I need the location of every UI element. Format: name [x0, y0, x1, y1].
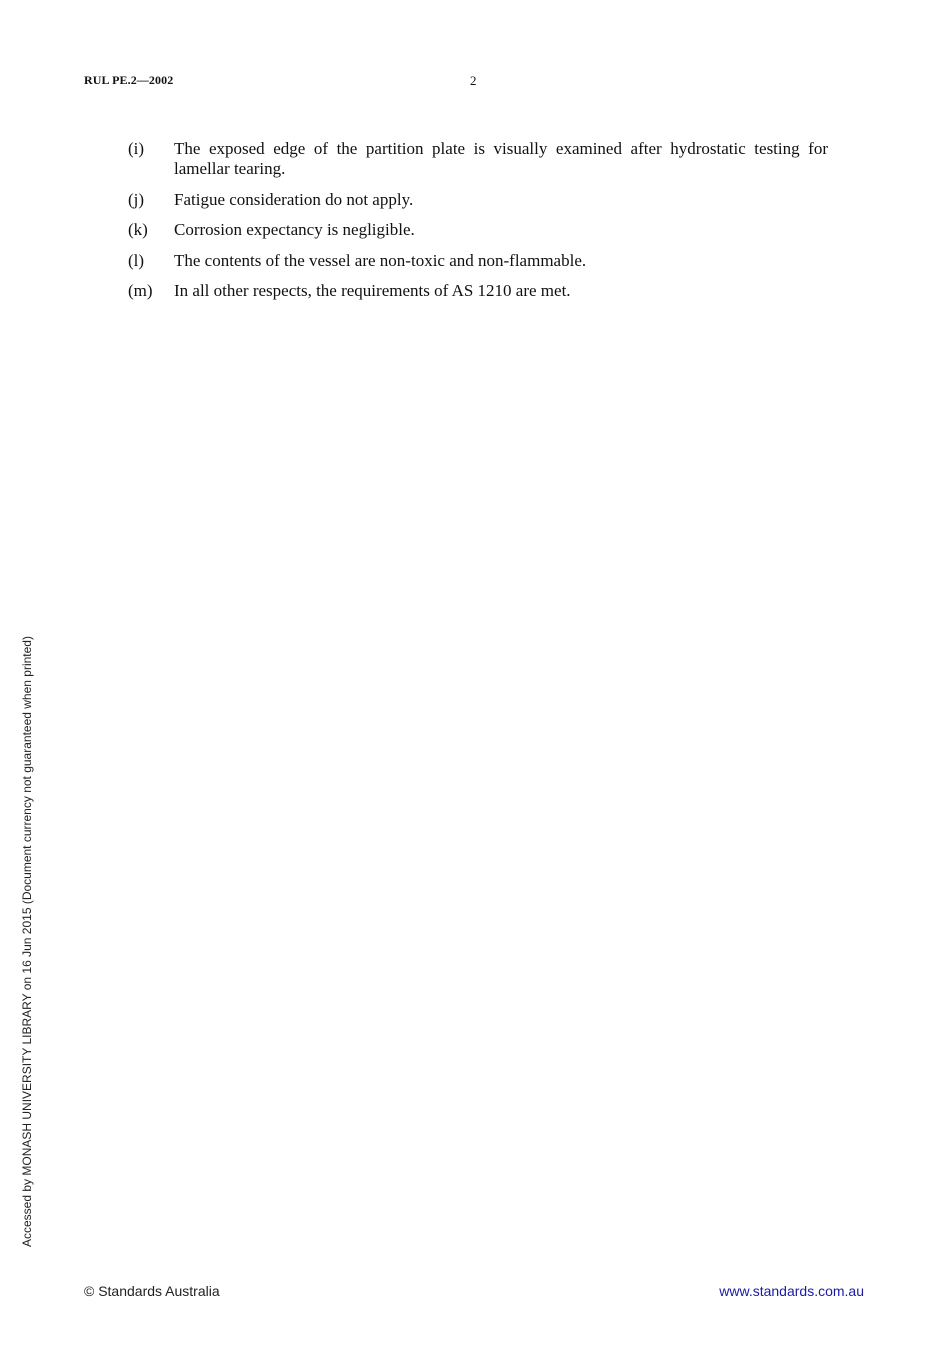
list-item-text: Fatigue consideration do not apply.	[174, 189, 414, 209]
list-item-marker: (l)	[128, 250, 145, 270]
list-item-text: The contents of the vessel are non-toxic and non-flammable.	[174, 250, 587, 270]
list-item-marker: (j)	[128, 189, 145, 209]
list-item	[128, 220, 828, 240]
list-item-text: In all other respects, the requirements of AS 1210 are met.	[174, 281, 571, 300]
copyright-notice: © Standards Australia	[84, 1283, 220, 1299]
list-item-marker: (m)	[128, 281, 153, 300]
conditions-list	[128, 139, 828, 312]
list-item-text: The exposed edge of the partition plate is visually examined after hydrostatic testing for lamellar tearing.	[174, 139, 828, 178]
list-item-marker: (i)	[128, 139, 145, 158]
access-watermark: Accessed by MONASH UNIVERSITY LIBRARY on 16 Jun 2015 (Document currency not guaranteed when printed)	[20, 636, 34, 1247]
list-item	[128, 251, 828, 271]
list-item	[128, 139, 828, 179]
page-number: 2	[470, 73, 477, 88]
list-item	[128, 190, 828, 210]
list-item	[128, 281, 828, 301]
website-link[interactable]: www.standards.com.au	[719, 1283, 864, 1299]
document-id: RUL PE.2—2002	[84, 73, 174, 87]
list-item-marker: (k)	[128, 220, 148, 239]
list-item-text: Corrosion expectancy is negligible.	[174, 220, 415, 239]
